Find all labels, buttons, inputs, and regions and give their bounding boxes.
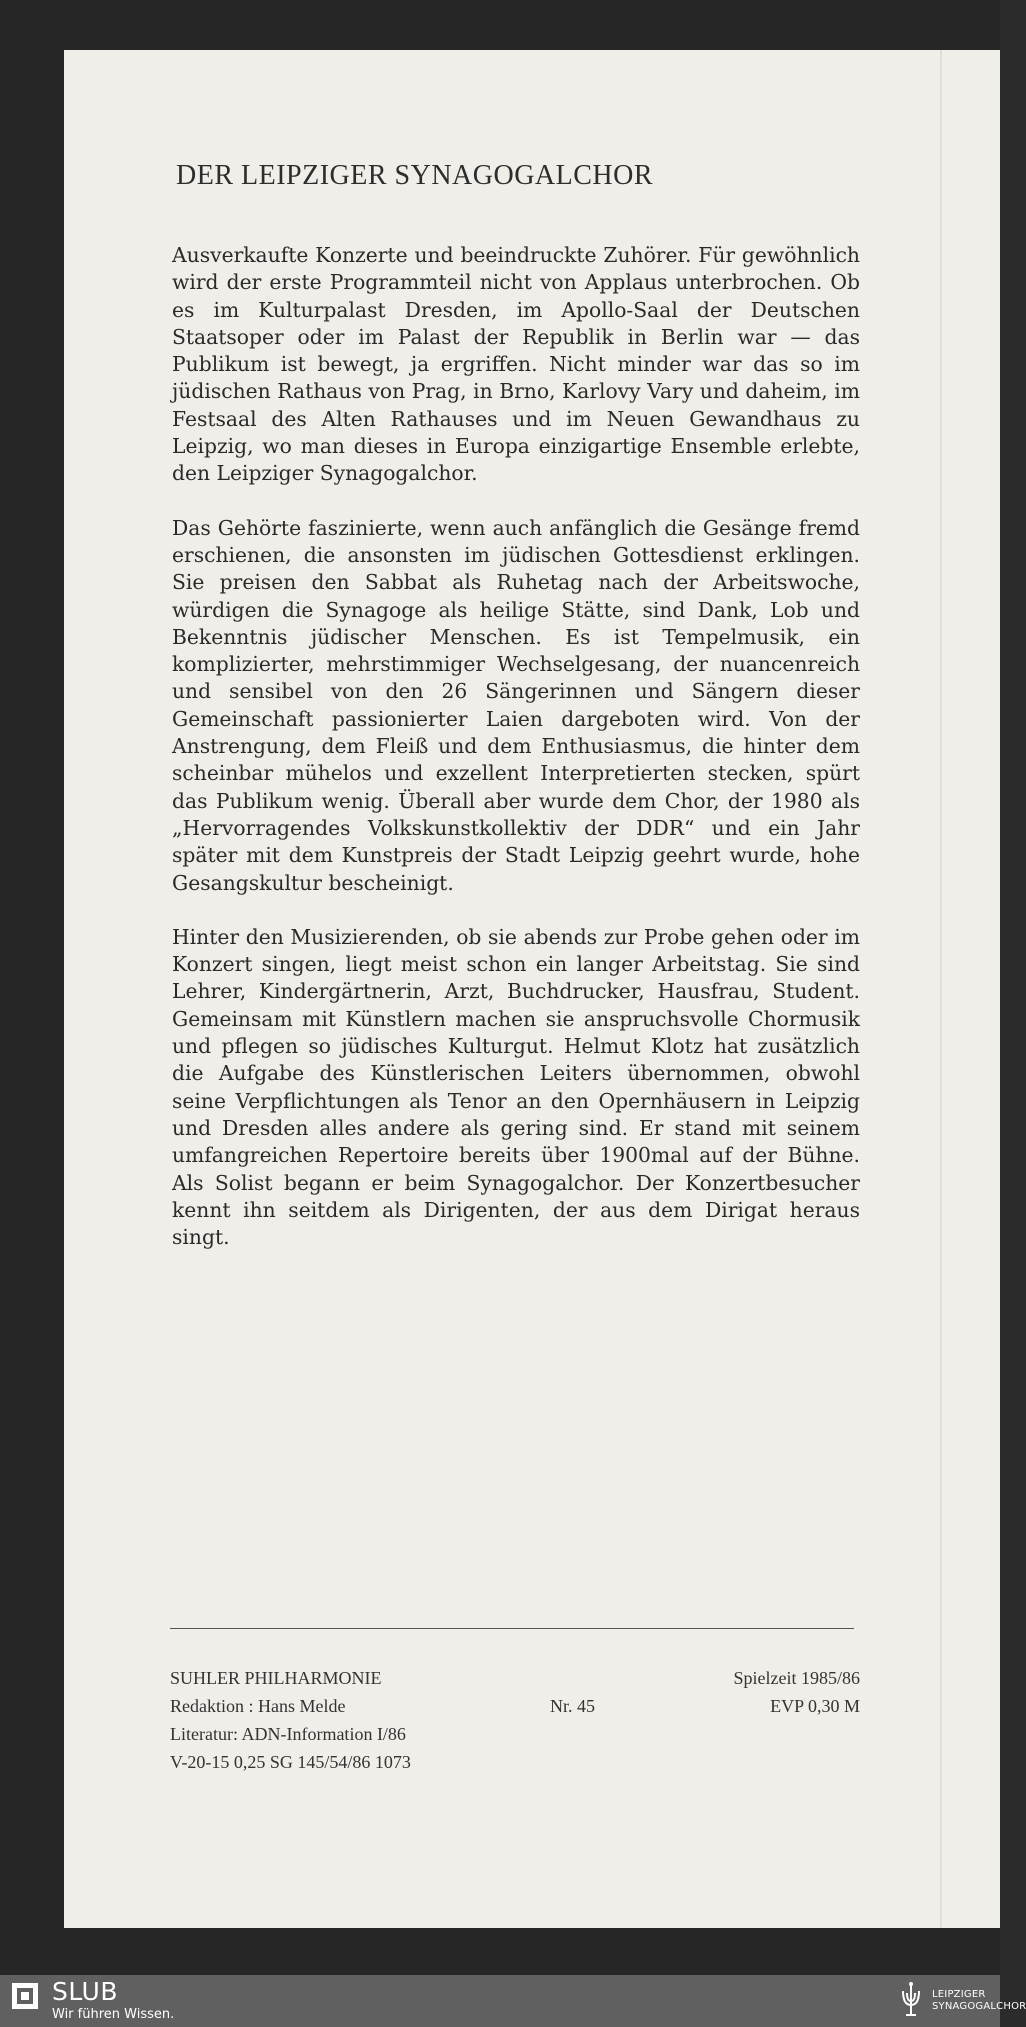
paragraph-1: Ausverkaufte Konzerte und beeindruckte Zuhörer. Für gewöhnlich wird der erste Programmteil nicht von Applaus unterbrochen. Ob es im Kulturpalast Dresden, im Apollo-Saal der Deutschen Staatsoper oder im Palast der Republik in Berlin war — das Publikum ist bewegt, ja ergriffen. Nicht minder war das so im jüdischen Rathaus von Prag, in Brno, Karlovy Vary und daheim, im Festsaal des Alten Rathauses und im Neuen Gewandhaus zu Leipzig, wo man dieses in Europa einzigartige Ensemble erlebte, den Leipziger Synagogalchor. <box>172 243 860 486</box>
divider-rule <box>170 1628 854 1629</box>
editor-text: Redaktion : Hans Melde <box>170 1696 346 1716</box>
literature-text: Literatur: ADN-Information I/86 <box>170 1724 406 1744</box>
slub-logo-icon <box>12 1983 38 2009</box>
price-text: EVP 0,30 M <box>770 1696 860 1716</box>
season-text: Spielzeit 1985/86 <box>733 1668 860 1688</box>
menorah-logo-icon <box>898 1981 924 2021</box>
fold-line <box>940 50 942 1928</box>
imprint <box>170 1668 860 1780</box>
article <box>172 160 860 1278</box>
choir-logo-text <box>932 1989 1026 2013</box>
library-name[interactable]: SLUB <box>52 1977 119 2006</box>
imprint-row-3 <box>170 1724 860 1752</box>
library-tagline: Wir führen Wissen. <box>52 2007 175 2022</box>
publisher-text: SUHLER PHILHARMONIE <box>170 1668 382 1688</box>
choir-logo-line-1: LEIPZIGER <box>932 1989 986 2000</box>
footer-bar <box>0 1975 1026 2027</box>
imprint-row-2 <box>170 1696 860 1724</box>
choir-logo-line-2: SYNAGOGALCHOR <box>932 2001 1026 2012</box>
paragraph-3: Hinter den Musizierenden, ob sie abends zur Probe gehen oder im Konzert singen, liegt meist schon ein langer Arbeitstag. Sie sind Lehrer, Kindergärtnerin, Arzt, Buchdrucker, Hausfrau, Student. Gemeinsam mit Künstlern machen sie anspruchsvolle Chormusik und pflegen so jüdisches Kulturgut. Helmut Klotz hat zusätzlich die Aufgabe des Künstlerischen Leiters übernommen, obwohl seine Verpflichtungen als Tenor an den Opernhäusern in Leipzig und Dresden alles andere als gering sind. Er stand mit seinem umfangreichen Repertoire bereits über 1900mal auf der Bühne. Als Solist begann er beim Synagogalchor. Der Konzertbesucher kennt ihn seitdem als Dirigenten, der aus dem Dirigat heraus singt. <box>172 924 860 1250</box>
paragraph-2: Das Gehörte faszinierte, wenn auch anfänglich die Gesänge fremd erschienen, die ansonsten im jüdischen Gottesdienst erklingen. Sie preisen den Sabbat als Ruhetag nach der Arbeitswoche, würdigen die Synagoge als heilige Stätte, sind Dank, Lob und Bekenntnis jüdischer Menschen. Es ist Tempelmusik, ein komplizierter, mehrstimmiger Wechselgesang, der nuancenreich und sensibel von den 26 Sängerinnen und Sängern dieser Gemeinschaft passionierter Laien dargeboten wird. Von der Anstrengung, dem Fleiß und dem Enthusiasmus, die hinter dem scheinbar mühelos und exzellent Interpretierten stecken, spürt das Publikum wenig. Überall aber wurde dem Chor, der 1980 als „Hervorragendes Volkskunstkollektiv der DDR“ und ein Jahr später mit dem Kunstpreis der Stadt Leipzig geehrt wurde, hohe Gesangskultur bescheinigt. <box>172 515 860 895</box>
issue-number-text: Nr. 45 <box>550 1696 595 1716</box>
license-text: V-20-15 0,25 SG 145/54/86 1073 <box>170 1752 411 1772</box>
page-title: DER LEIPZIGER SYNAGOGALCHOR <box>176 160 654 191</box>
imprint-row-1 <box>170 1668 860 1696</box>
imprint-row-4 <box>170 1752 860 1780</box>
